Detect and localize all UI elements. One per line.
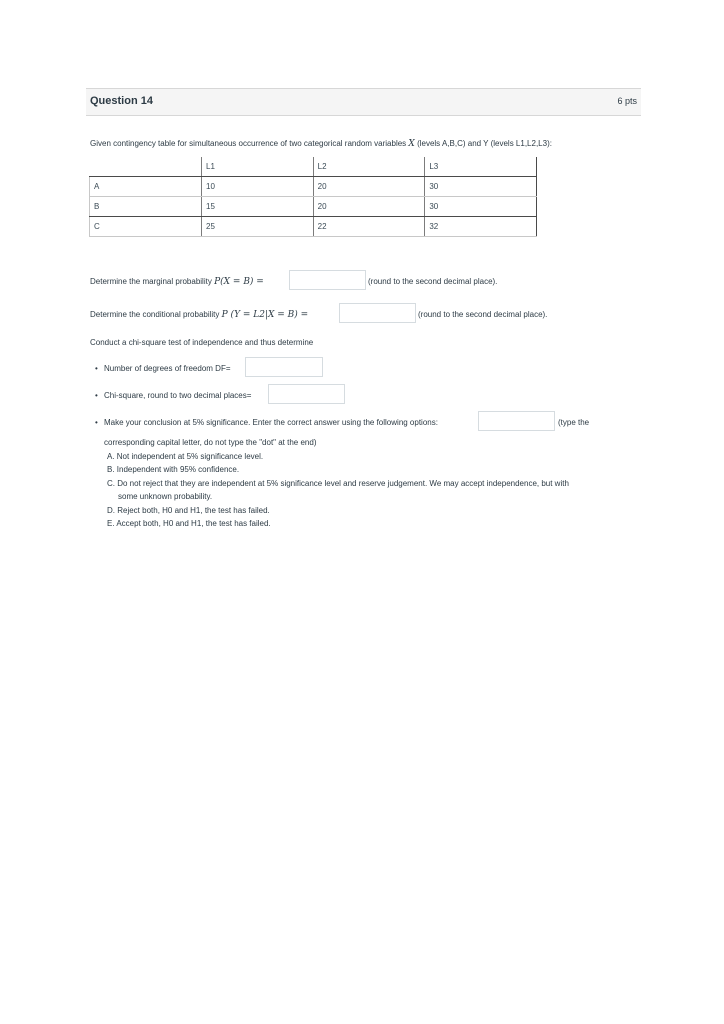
option-c-continued: some unknown probability. — [118, 492, 213, 501]
option-d: D. Reject both, H0 and H1, the test has failed. — [107, 506, 270, 515]
bullet-dot: • — [95, 418, 98, 427]
option-c: C. Do not reject that they are independent at 5% significance level and reserve judgement. We may accept independence, but with — [107, 479, 569, 488]
marginal-answer-input[interactable] — [289, 270, 366, 290]
table-header-row — [90, 157, 537, 177]
chisq-label: Chi-square, round to two decimal places= — [104, 391, 252, 400]
chi-intro: Conduct a chi-square test of independence and thus determine — [90, 338, 314, 347]
conclusion-answer-input[interactable] — [478, 411, 555, 431]
chisq-answer-input[interactable] — [268, 384, 345, 404]
table-cell: 30 — [425, 177, 537, 197]
conclusion-line2: corresponding capital letter, do not type the "dot" at the end) — [104, 438, 317, 447]
table-header-cell: L2 — [313, 157, 425, 177]
option-a: A. Not independent at 5% significance level. — [107, 452, 264, 461]
table-row — [90, 217, 537, 237]
bullet-dot: • — [95, 364, 98, 373]
table-header-cell: L3 — [425, 157, 537, 177]
marginal-expression: P(X = B) = — [214, 277, 264, 287]
conditional-note: (round to the second decimal place). — [418, 310, 548, 319]
intro-text — [90, 139, 552, 149]
table-row — [90, 177, 537, 197]
table-corner-cell — [90, 157, 202, 177]
df-answer-input[interactable] — [245, 357, 323, 377]
conditional-expression: P (Y = L2|X = B) = — [221, 310, 309, 320]
table-cell: 20 — [313, 177, 425, 197]
intro-text-b: (levels A,B,C) and Y (levels L1,L2,L3): — [417, 139, 552, 148]
table-cell: 10 — [202, 177, 314, 197]
row-label: A — [90, 177, 202, 197]
bullet-dot: • — [95, 391, 98, 400]
table-header-cell: L1 — [202, 157, 314, 177]
table-row — [90, 197, 537, 217]
option-e: E. Accept both, H0 and H1, the test has failed. — [107, 519, 271, 528]
table-cell: 15 — [202, 197, 314, 217]
table-cell: 32 — [425, 217, 537, 237]
marginal-label: Determine the marginal probability — [90, 277, 212, 286]
question-points: 6 pts — [617, 96, 637, 106]
row-label: B — [90, 197, 202, 217]
question-header — [86, 88, 641, 116]
row-label: C — [90, 217, 202, 237]
table-cell: 25 — [202, 217, 314, 237]
marginal-prompt — [90, 277, 264, 287]
conditional-answer-input[interactable] — [339, 303, 416, 323]
marginal-note: (round to the second decimal place). — [368, 277, 498, 286]
conditional-prompt — [90, 310, 308, 320]
table-cell: 22 — [313, 217, 425, 237]
contingency-table — [89, 157, 537, 237]
intro-text-a: Given contingency table for simultaneous occurrence of two categorical random variables — [90, 139, 407, 148]
conditional-label: Determine the conditional probability — [90, 310, 220, 319]
option-b: B. Independent with 95% confidence. — [107, 465, 240, 474]
conclusion-suffix: (type the — [558, 418, 590, 427]
conclusion-label: Make your conclusion at 5% significance. Enter the correct answer using the following options: — [104, 418, 438, 427]
df-label: Number of degrees of freedom DF= — [104, 364, 231, 373]
table-cell: 30 — [425, 197, 537, 217]
question-title: Question 14 — [90, 95, 153, 107]
table-cell: 20 — [313, 197, 425, 217]
intro-var-x: X — [408, 139, 415, 149]
